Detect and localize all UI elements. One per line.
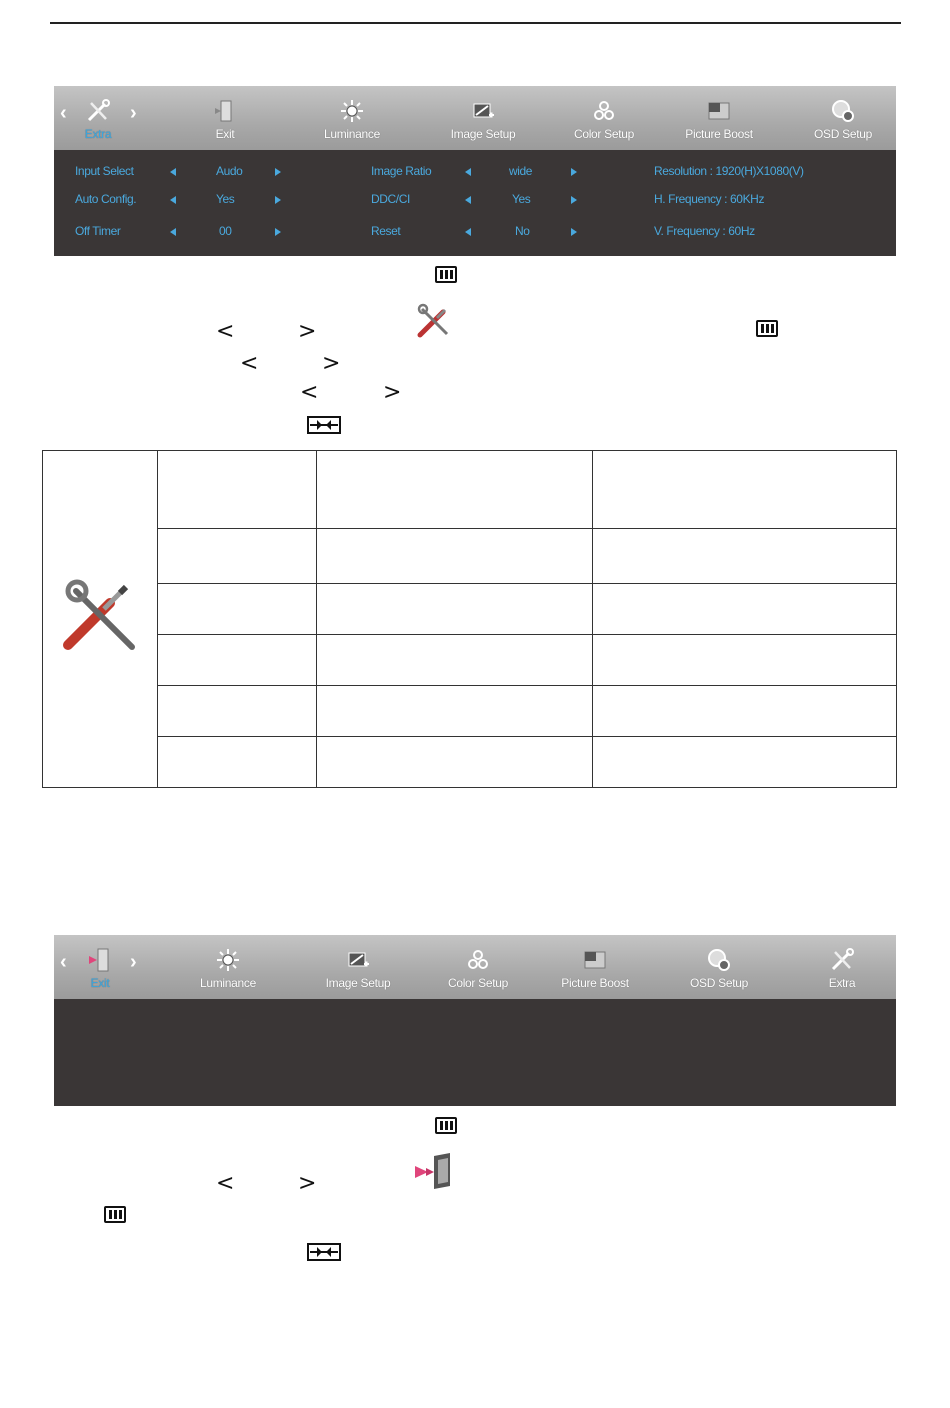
nav-right-icon[interactable]: ›: [130, 951, 137, 973]
input-select-label: Input Select: [75, 164, 134, 178]
table-row: [43, 584, 897, 635]
menu-key-icon: [104, 1206, 126, 1223]
tab-osd-setup[interactable]: [802, 86, 884, 150]
tab-label: Extra: [84, 127, 112, 141]
tab-luminance[interactable]: [312, 86, 392, 150]
osd-tab-bar: [54, 935, 896, 999]
table-row: [43, 686, 897, 737]
image-setup-icon: [470, 98, 496, 124]
tab-label: Color Setup: [447, 976, 509, 990]
tab-luminance[interactable]: [188, 935, 268, 999]
osd-setup-icon: [830, 98, 856, 124]
tab-label: Image Setup: [325, 976, 391, 990]
top-rule: [50, 22, 901, 24]
tab-exit[interactable]: [70, 935, 130, 999]
table-cell: [593, 451, 897, 529]
tab-label: Exit: [215, 127, 235, 141]
image-setup-icon: [345, 947, 371, 973]
enter-key-icon: [307, 1243, 341, 1261]
tab-label: Exit: [90, 976, 110, 990]
table-row: [43, 529, 897, 584]
decrease-icon[interactable]: [465, 228, 471, 236]
tab-label: Image Setup: [450, 127, 516, 141]
picture-boost-icon: [706, 98, 732, 124]
osd-setup-icon: [706, 947, 732, 973]
tab-color-setup[interactable]: [559, 86, 649, 150]
tab-image-setup[interactable]: [313, 935, 403, 999]
tab-label: Luminance: [323, 127, 380, 141]
resolution-info: Resolution : 1920(H)X1080(V): [654, 164, 804, 178]
exit-door-icon: [87, 947, 113, 973]
decrease-icon[interactable]: [170, 168, 176, 176]
decrease-icon[interactable]: [465, 196, 471, 204]
picture-boost-icon: [582, 947, 608, 973]
extra-settings-table: [42, 450, 897, 788]
tab-label: Extra: [828, 976, 856, 990]
nav-left-icon[interactable]: ‹: [60, 951, 67, 973]
enter-key-icon: [307, 416, 341, 434]
auto-config-label: Auto Config.: [75, 192, 137, 206]
chevron-right-icon: >: [322, 351, 341, 376]
table-cell: [317, 451, 593, 529]
increase-icon[interactable]: [275, 168, 281, 176]
tab-image-setup[interactable]: [438, 86, 528, 150]
tab-extra[interactable]: [68, 86, 128, 150]
increase-icon[interactable]: [275, 196, 281, 204]
ddc-ci-label: DDC/CI: [371, 192, 410, 206]
exit-door-icon: [212, 98, 238, 124]
chevron-left-icon: <: [240, 351, 259, 376]
tools-icon: [829, 947, 855, 973]
chevron-left-icon: <: [216, 319, 235, 344]
chevron-left-icon: <: [300, 380, 319, 405]
table-row: [43, 737, 897, 788]
tab-label: OSD Setup: [690, 976, 748, 990]
tab-label: Picture Boost: [561, 976, 629, 990]
osd-extra-panel: [54, 86, 896, 256]
table-row: [43, 635, 897, 686]
exit-door-icon: [412, 1152, 454, 1190]
off-timer-value: 00: [219, 224, 232, 238]
image-ratio-label: Image Ratio: [371, 164, 432, 178]
ddc-ci-value: Yes: [512, 192, 531, 206]
menu-key-icon: [435, 1117, 457, 1134]
tab-osd-setup[interactable]: [678, 935, 760, 999]
tab-label: OSD Setup: [814, 127, 872, 141]
osd-tab-bar: [54, 86, 896, 150]
chevron-right-icon: >: [298, 1171, 317, 1196]
tools-icon: [85, 98, 111, 124]
tab-color-setup[interactable]: [433, 935, 523, 999]
increase-icon[interactable]: [571, 196, 577, 204]
decrease-icon[interactable]: [170, 196, 176, 204]
tab-picture-boost[interactable]: [550, 935, 640, 999]
image-ratio-value: wide: [509, 164, 533, 178]
input-select-value: Audo: [216, 164, 243, 178]
tab-extra[interactable]: [812, 935, 872, 999]
tab-exit[interactable]: [195, 86, 255, 150]
h-frequency-info: H. Frequency : 60KHz: [654, 192, 765, 206]
tools-icon: [60, 579, 140, 655]
tab-label: Color Setup: [573, 127, 635, 141]
increase-icon[interactable]: [571, 228, 577, 236]
nav-right-icon[interactable]: ›: [130, 102, 137, 124]
tab-label: Picture Boost: [685, 127, 753, 141]
table-icon-cell: [43, 451, 158, 788]
tab-picture-boost[interactable]: [674, 86, 764, 150]
chevron-right-icon: >: [383, 380, 402, 405]
v-frequency-info: V. Frequency : 60Hz: [654, 224, 755, 238]
reset-value: No: [515, 224, 530, 238]
menu-key-icon: [435, 266, 457, 283]
osd-exit-panel: [54, 935, 896, 1106]
increase-icon[interactable]: [275, 228, 281, 236]
tools-icon: [415, 303, 453, 339]
off-timer-label: Off Timer: [75, 224, 121, 238]
color-setup-icon: [591, 98, 617, 124]
menu-key-icon: [756, 320, 778, 337]
sun-icon: [339, 98, 365, 124]
table-cell: [158, 451, 317, 529]
tab-label: Luminance: [199, 976, 256, 990]
increase-icon[interactable]: [571, 168, 577, 176]
auto-config-value: Yes: [216, 192, 235, 206]
sun-icon: [215, 947, 241, 973]
nav-left-icon[interactable]: ‹: [60, 102, 67, 124]
color-setup-icon: [465, 947, 491, 973]
chevron-left-icon: <: [216, 1171, 235, 1196]
chevron-right-icon: >: [298, 319, 317, 344]
decrease-icon[interactable]: [465, 168, 471, 176]
decrease-icon[interactable]: [170, 228, 176, 236]
reset-label: Reset: [371, 224, 401, 238]
